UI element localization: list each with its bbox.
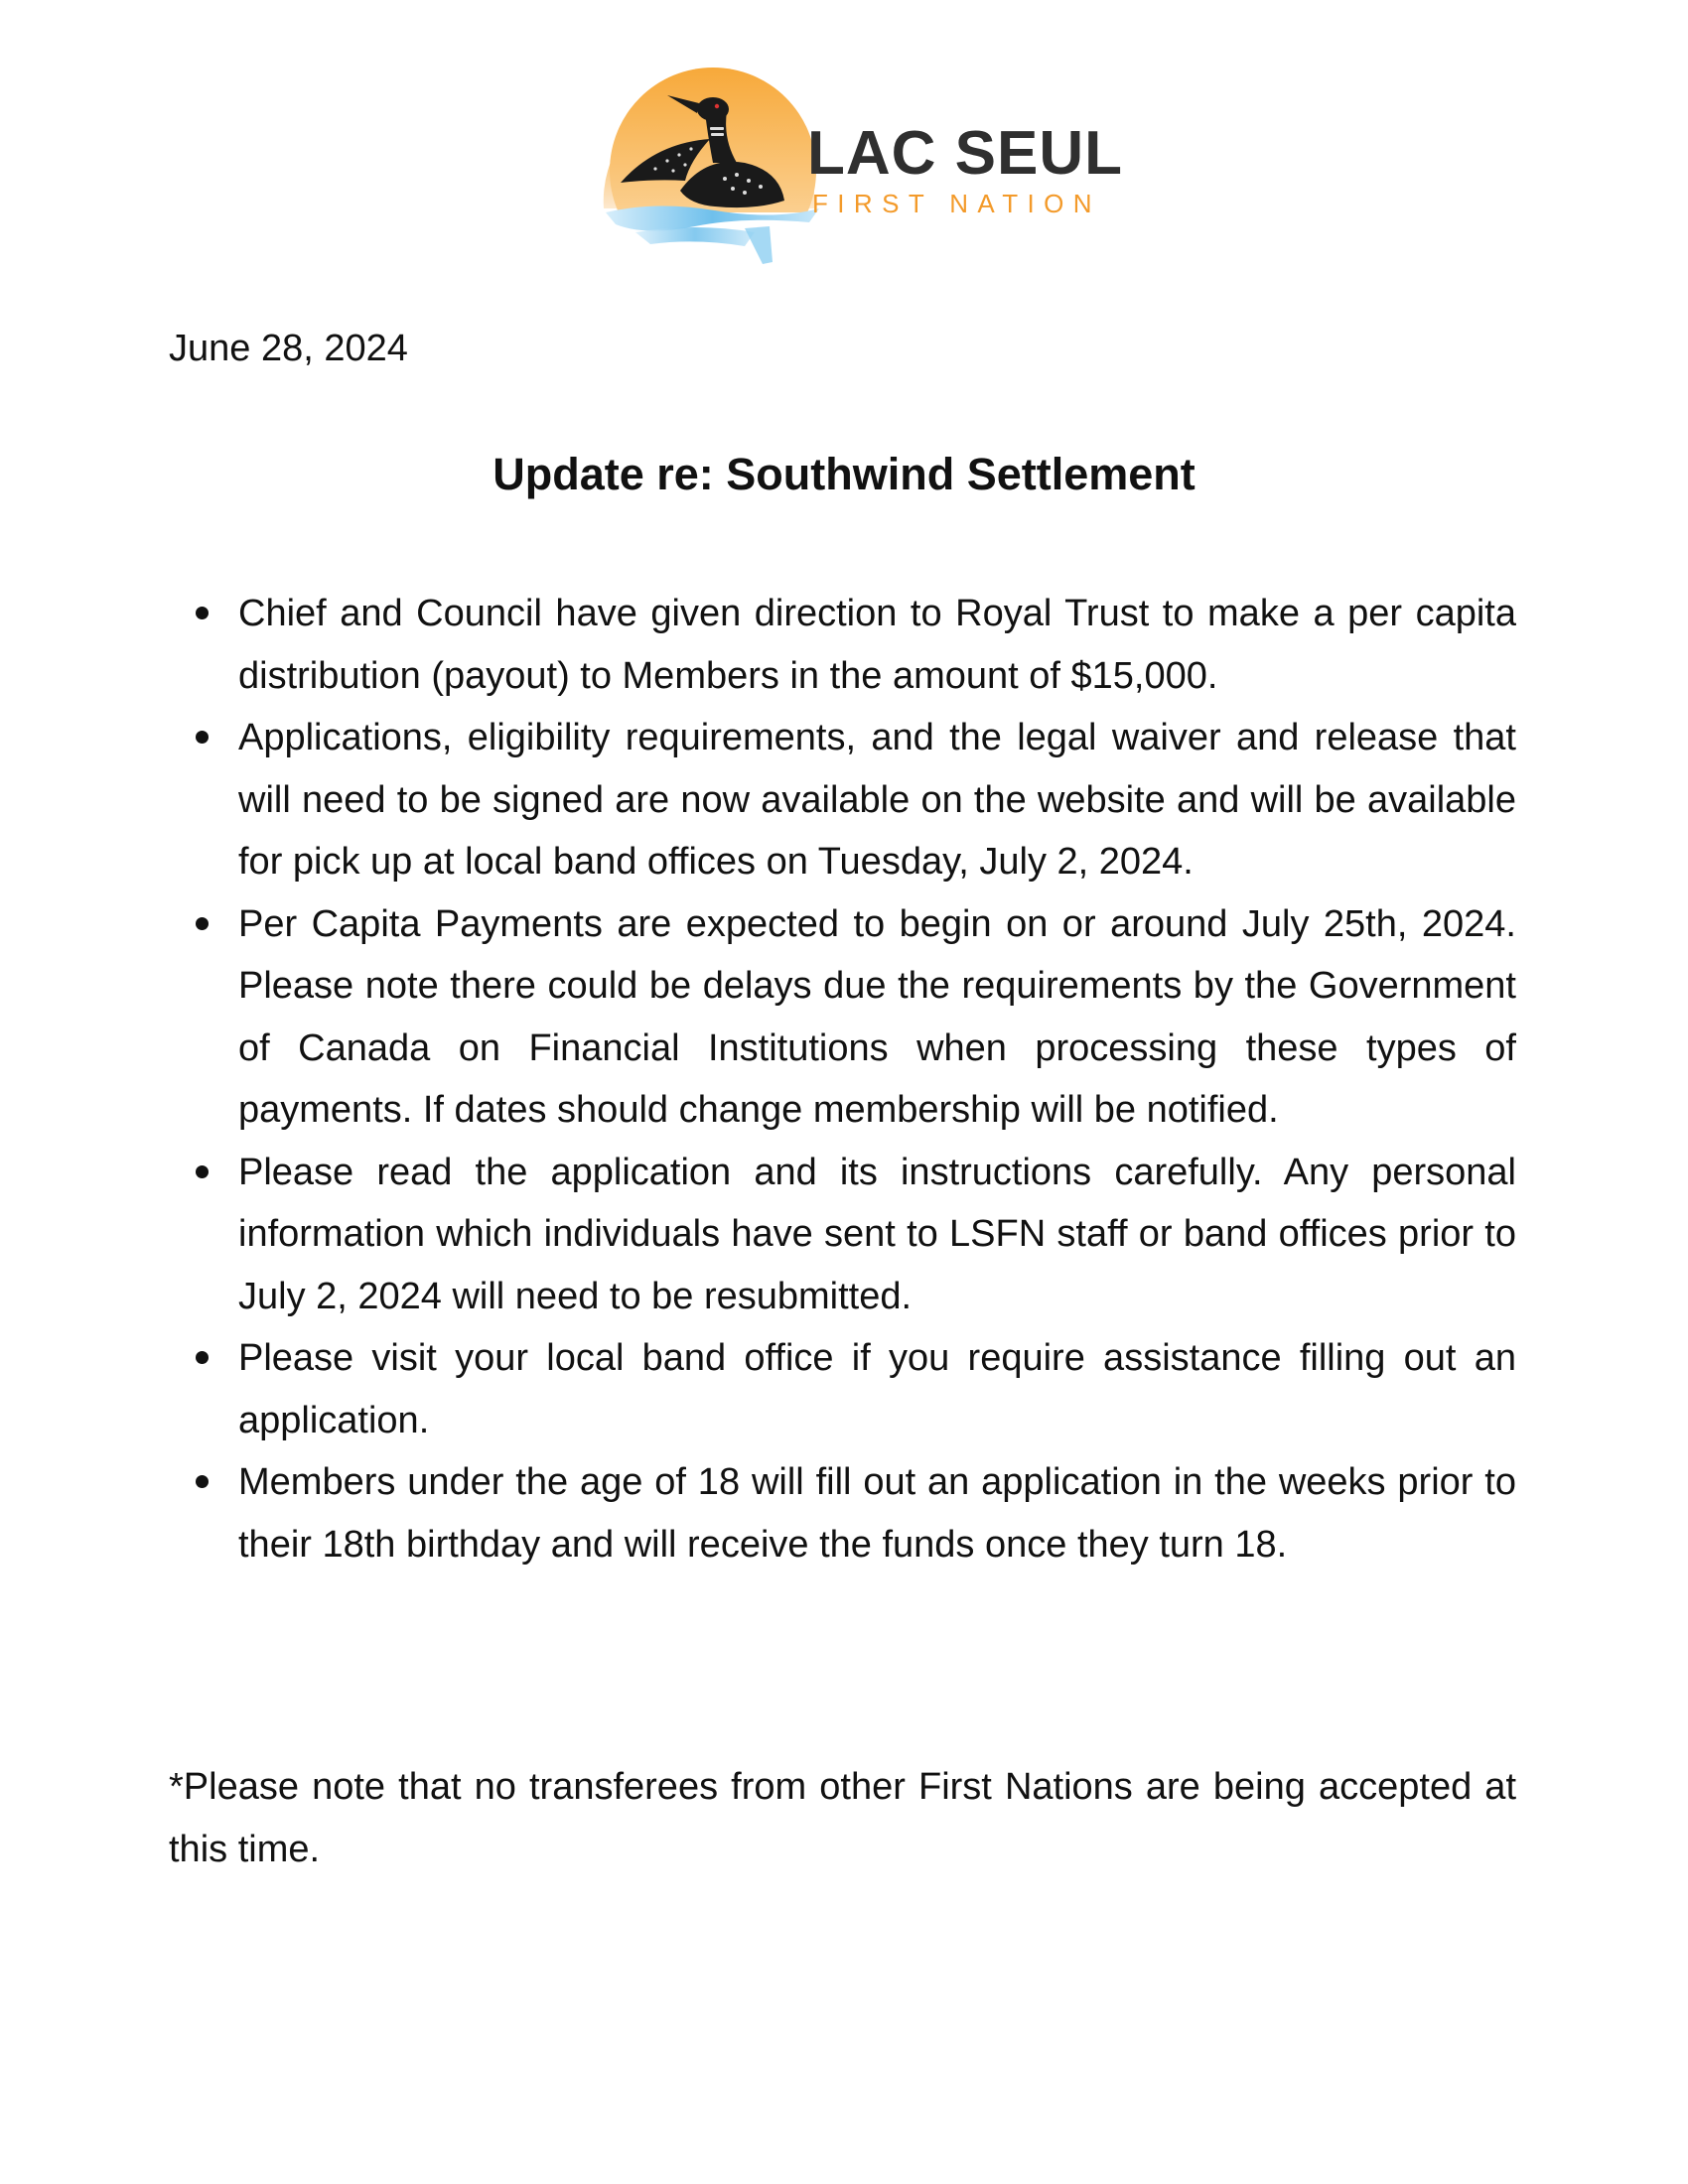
bullet-item bbox=[238, 893, 1516, 1142]
logo-name: LAC SEUL bbox=[807, 119, 1123, 188]
bullet-text: Members under the age of 18 will fill out an application in the weeks prior to their 18th birthday and will receive the funds once they turn 18. bbox=[238, 1461, 1516, 1566]
bullet-dot-icon bbox=[196, 607, 209, 619]
bullet-item bbox=[238, 707, 1516, 893]
bullet-text: Chief and Council have given direction to Royal Trust to make a per capita distribution (payout) to Members in the amount of $15,000. bbox=[238, 593, 1516, 697]
logo-subtitle: FIRST NATION bbox=[812, 189, 1101, 218]
bullet-text: Per Capita Payments are expected to begin on or around July 25th, 2024. Please note there could be delays due the requirements by the Government of Canada on Financial Institutions when processing these types of payments. If dates should change membership will be notified. bbox=[238, 902, 1516, 1131]
bullet-dot-icon bbox=[196, 731, 209, 744]
closing-note: *Please note that no transferees from other First Nations are being accepted at this time. bbox=[169, 1766, 1516, 1870]
bullet-item bbox=[238, 1451, 1516, 1575]
bullet-dot-icon bbox=[196, 917, 209, 930]
loon-logo-icon bbox=[596, 52, 824, 270]
bullet-text: Applications, eligibility requirements, and the legal waiver and release that will need to be signed are now available on the website and will be available for pick up at local band offices on Tuesday, July 2, 2024. bbox=[238, 717, 1516, 883]
bullet-dot-icon bbox=[196, 1165, 209, 1178]
bullet-dot-icon bbox=[196, 1475, 209, 1488]
letter-date: June 28, 2024 bbox=[169, 328, 408, 369]
bullet-dot-icon bbox=[196, 1351, 209, 1364]
bullet-text: Please read the application and its instructions carefully. Any personal information which individuals have sent to LSFN staff or band offices prior to July 2, 2024 will need to be resubmitted. bbox=[238, 1151, 1516, 1317]
update-bullet-list bbox=[238, 583, 1516, 1575]
letter-title: Update re: Southwind Settlement bbox=[492, 449, 1196, 499]
bullet-text: Please visit your local band office if you require assistance filling out an application. bbox=[238, 1337, 1516, 1441]
bullet-item bbox=[238, 1327, 1516, 1451]
bullet-item bbox=[238, 1142, 1516, 1328]
lac-seul-logo bbox=[596, 52, 1123, 270]
bullet-item bbox=[238, 583, 1516, 707]
